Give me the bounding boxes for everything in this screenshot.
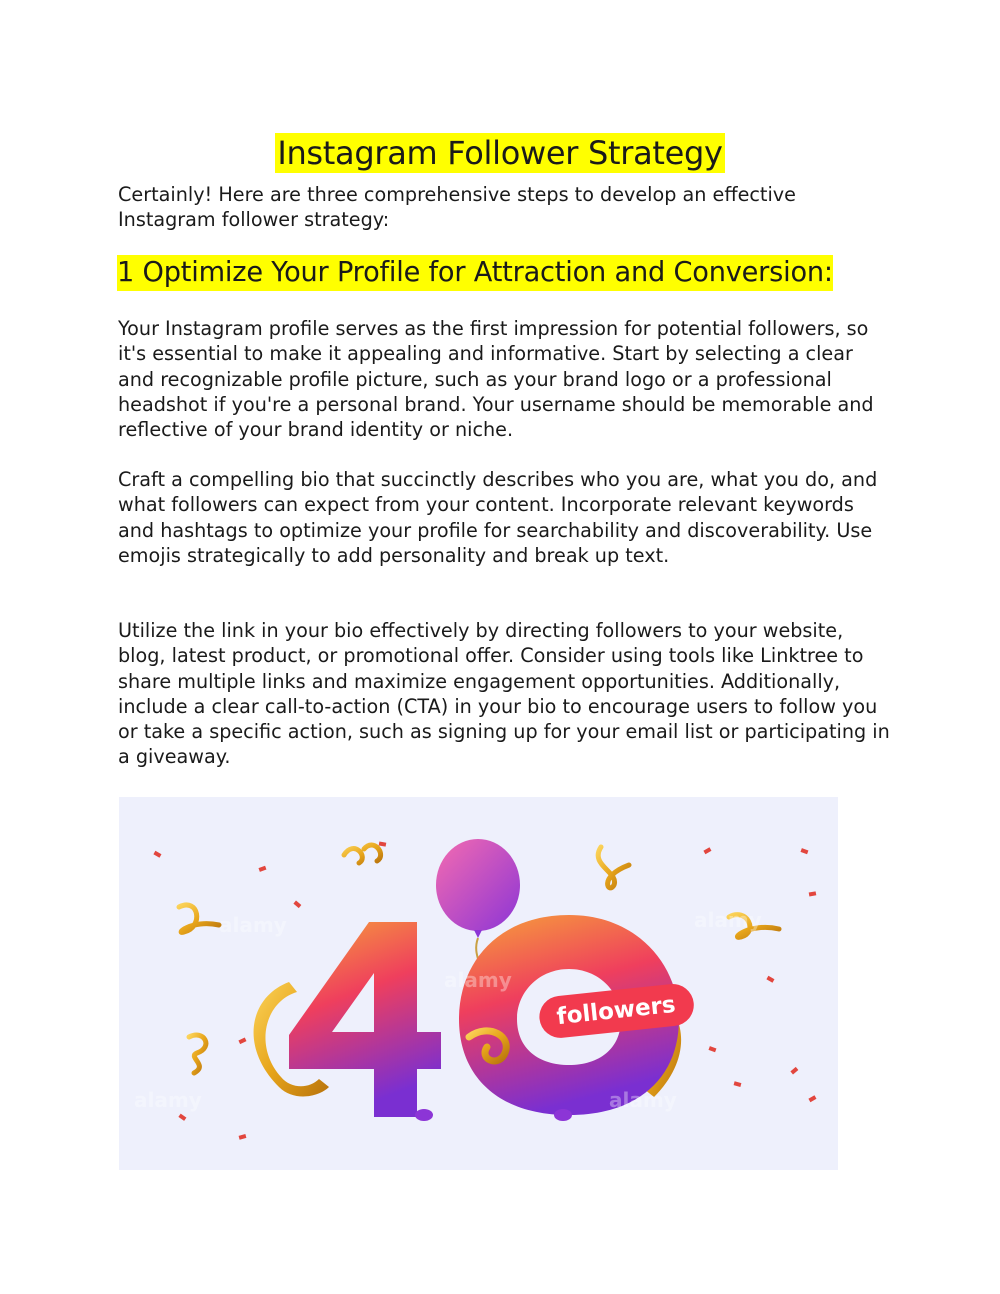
section-1-paragraph-3: Utilize the link in your bio effectively by directing followers to your website, blog, latest product, or promotional offer. Consider using tools like Linktree to share multiple links and maximize engagement opportunities. Additionally, include a clear call-to-action (CTA) in your bio to encourage users to follow you or take a specific action, such as signing up for your email list or participating in a giveaway. bbox=[118, 619, 890, 769]
section-1-paragraph-1: Your Instagram profile serves as the first impression for potential followers, so it's essential to make it appealing and informative. Start by selecting a clear and recognizable profile picture, such as your brand logo or a professional headshot if you're a personal brand. Your username should be memorable and reflective of your brand identity or niche. bbox=[118, 317, 874, 442]
watermark-text: alamy bbox=[134, 1088, 202, 1112]
document-title: Instagram Follower Strategy bbox=[277, 134, 723, 173]
section-1-heading: 1 Optimize Your Profile for Attraction and Conversion: bbox=[117, 255, 833, 291]
balloon-shape bbox=[436, 839, 520, 931]
confetti-curl bbox=[598, 847, 629, 888]
confetti-curl bbox=[344, 845, 381, 863]
watermark-text: alamy bbox=[694, 908, 762, 932]
intro-paragraph: Certainly! Here are three comprehensive steps to develop an effective Instagram follower strategy: bbox=[118, 183, 796, 232]
watermark-text: alamy bbox=[219, 913, 287, 937]
confetti-curl bbox=[189, 1035, 206, 1073]
balloon-knot bbox=[474, 930, 482, 938]
balloon-tie bbox=[554, 1109, 572, 1121]
watermark-text: alamy bbox=[444, 968, 512, 992]
balloon-tie bbox=[415, 1109, 433, 1121]
followers-badge-label: followers bbox=[555, 991, 677, 1031]
followers-celebration-image bbox=[119, 797, 838, 1170]
confetti-curl bbox=[179, 905, 219, 932]
watermark-text: alamy bbox=[609, 1088, 677, 1112]
followers-illustration bbox=[119, 797, 838, 1170]
section-1-paragraph-2: Craft a compelling bio that succinctly describes who you are, what you do, and what followers can expect from your content. Incorporate relevant keywords and hashtags to optimize your profile for searchability and discoverability. Use emojis strategically to add personality and break up text. bbox=[118, 468, 878, 567]
